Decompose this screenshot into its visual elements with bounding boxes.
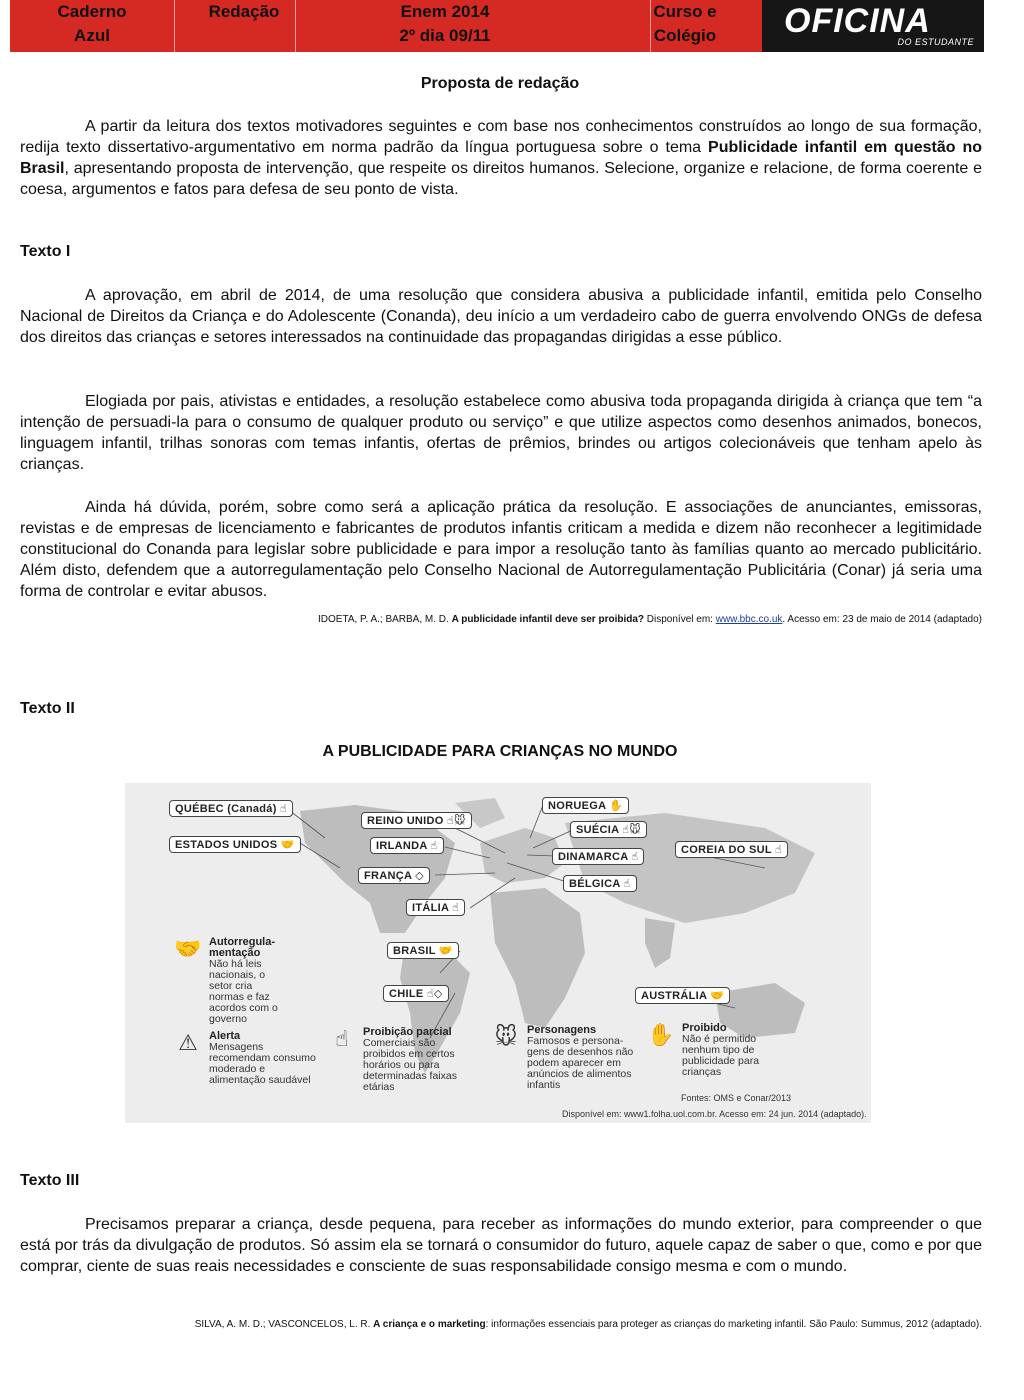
map-title: A PUBLICIDADE PARA CRIANÇAS NO MUNDO xyxy=(322,743,678,760)
texto1-paragraph-2: Elogiada por pais, ativistas e entidades, a resolução estabelece como abusiva toda propaganda dirigida à criança que tem “a intenção de persuadi-la para o consumo de qualquer produto ou serviço” e que utilize aspectos como desenhos animados, bonecos, linguagem infantil, trilhas sonoras com temas infantis, ofertas de prêmios, brindes ou artigos colecionáveis que tenham apelo às crianças. xyxy=(20,393,982,473)
legend-personagens: 🐭 Personagens Famosos e persona-gens de desenhos não podem aparecer em anúncios de alimentos infantis xyxy=(527,1025,637,1091)
header-redacao: Redação xyxy=(208,2,280,21)
header-bar xyxy=(10,0,984,52)
texto1-citation: IDOETA, P. A.; BARBA, M. D. A publicidade infantil deve ser proibida? Disponível em: www.bbc.co.uk. Acesso em: 23 de maio de 2014 (adaptado) xyxy=(318,614,982,625)
texto2-heading: Texto II xyxy=(20,700,75,717)
header-enem: Enem 2014 2º dia 09/11 xyxy=(399,2,491,45)
map-sources: Fontes: OMS e Conar/2013 xyxy=(681,1093,792,1103)
label-australia: AUSTRÁLIA 🤝 xyxy=(635,987,730,1004)
texto3-paragraph: Precisamos preparar a criança, desde pequena, para receber as informações do mundo exterior, para compreender o que está por trás da divulgação de produtos. Só assim ela se tornará o consumidor do futuro, aquele capaz de saber o que, como e por que comprar, ciente de suas reais necessidades e consciente de suas responsabilidade consigo mesma e com o mundo. xyxy=(20,1216,982,1275)
header-caderno: Caderno Azul xyxy=(57,2,127,45)
texto1-paragraph-1: A aprovação, em abril de 2014, de uma resolução que considera abusiva a publicidade infantil, emitida pelo Conselho Nacional de Direitos da Criança e do Adolescente (Conanda), deu início a um verdadeiro cabo de guerra envolvendo ONGs de defesa dos direitos das crianças e setores interessados na continuidade das propagandas dirigidas a esse público. xyxy=(20,287,982,346)
africa-shape xyxy=(490,888,585,1028)
logo-subtitle: DO ESTUDANTE xyxy=(897,37,974,47)
legend-proibicao-parcial: ☝ Proibição parcial Comerciais são proibidos em certos horários ou para determinadas faixas etárias xyxy=(363,1027,473,1093)
world-map-figure xyxy=(125,783,871,1123)
texto3-heading: Texto III xyxy=(20,1172,80,1189)
oficina-logo xyxy=(762,0,984,52)
legend-autorregulamentacao: 🤝 Autorregula-mentação Não há leis nacionais, o setor cria normas e faz acordos com o governo xyxy=(174,936,278,1025)
label-reino-unido: REINO UNIDO ☝🐭 xyxy=(361,812,472,829)
label-noruega: NORUEGA ✋ xyxy=(542,797,629,814)
texto3-citation: SILVA, A. M. D.; VASCONCELOS, L. R. A criança e o marketing: informações essenciais para proteger as crianças do marketing infantil. São Paulo: Summus, 2012 (adaptado). xyxy=(194,1319,982,1330)
label-italia: ITÁLIA ☝ xyxy=(406,899,465,916)
label-brasil: BRASIL 🤝 xyxy=(387,942,459,959)
essay-theme: Publicidade infantil em questão no Brasil xyxy=(20,139,982,177)
texto1-heading: Texto I xyxy=(20,243,71,260)
label-franca: FRANÇA ◇ xyxy=(358,867,430,884)
intro-paragraph: A partir da leitura dos textos motivadores seguintes e com base nos conhecimentos construídos ao longo de sua formação, redija texto dissertativo-argumentativo em norma padrão da língua portuguesa sobre o tema Publicidade infantil em questão no Brasil, apresentando proposta de intervenção, que respeite os direitos humanos. Selecione, organize e relacione, de forma coerente e coesa, argumentos e fatos para defesa de seu ponto de vista. xyxy=(20,118,982,198)
legend-alerta: ⚠ Alerta Mensagens recomendam consumo moderado e alimentação saudável xyxy=(209,1031,319,1086)
header-curso: Curso e Colégio xyxy=(653,2,717,45)
mouse-character-icon: 🐭 xyxy=(494,1024,518,1049)
warning-icon: ⚠ xyxy=(178,1030,198,1055)
label-belgica: BÉLGICA ☝ xyxy=(563,875,637,892)
legend-proibido: ✋ Proibido Não é permitido nenhum tipo de publicidade para crianças xyxy=(647,1022,760,1078)
india-shape xyxy=(645,918,675,968)
pointing-hand-icon: ☝ xyxy=(335,1026,349,1051)
handshake-icon: 🤝 xyxy=(174,936,202,961)
label-coreia-do-sul: COREIA DO SUL ☝ xyxy=(675,841,788,858)
page-title: Proposta de redação xyxy=(420,75,580,92)
map-availability: Disponível em: www1.folha.uol.com.br. Acesso em: 24 jun. 2014 (adaptado). xyxy=(562,1109,867,1119)
label-suecia: SUÉCIA ☝🐭 xyxy=(570,821,647,838)
label-chile: CHILE ☝◇ xyxy=(383,985,449,1002)
label-irlanda: IRLANDA ☝ xyxy=(370,837,444,854)
logo-text: OFICINA xyxy=(784,2,931,40)
texto1-paragraph-3: Ainda há dúvida, porém, sobre como será a aplicação prática da resolução. E associações de anunciantes, emissoras, revistas e de empresas de licenciamento e fabricantes de produtos infantis criticam a medida e dizem não reconhecer a legitimidade constitucional do Conanda para legislar sobre publicidade e para impor a resolução tanto às famílias quanto ao mercado publicitário. Além disto, defendem que a autorregulamentação pelo Conselho Nacional de Autorregulamentação Publicitária (Conar) já seria uma forma de controlar e evitar abusos. xyxy=(20,499,982,600)
header-divider xyxy=(295,0,296,52)
label-estados-unidos: ESTADOS UNIDOS 🤝 xyxy=(169,836,301,853)
label-dinamarca: DINAMARCA ☝ xyxy=(552,848,644,865)
bbc-link[interactable]: www.bbc.co.uk xyxy=(715,614,783,625)
label-quebec: QUÉBEC (Canadá) ☝ xyxy=(169,800,293,817)
raised-hand-icon: ✋ xyxy=(647,1022,675,1047)
